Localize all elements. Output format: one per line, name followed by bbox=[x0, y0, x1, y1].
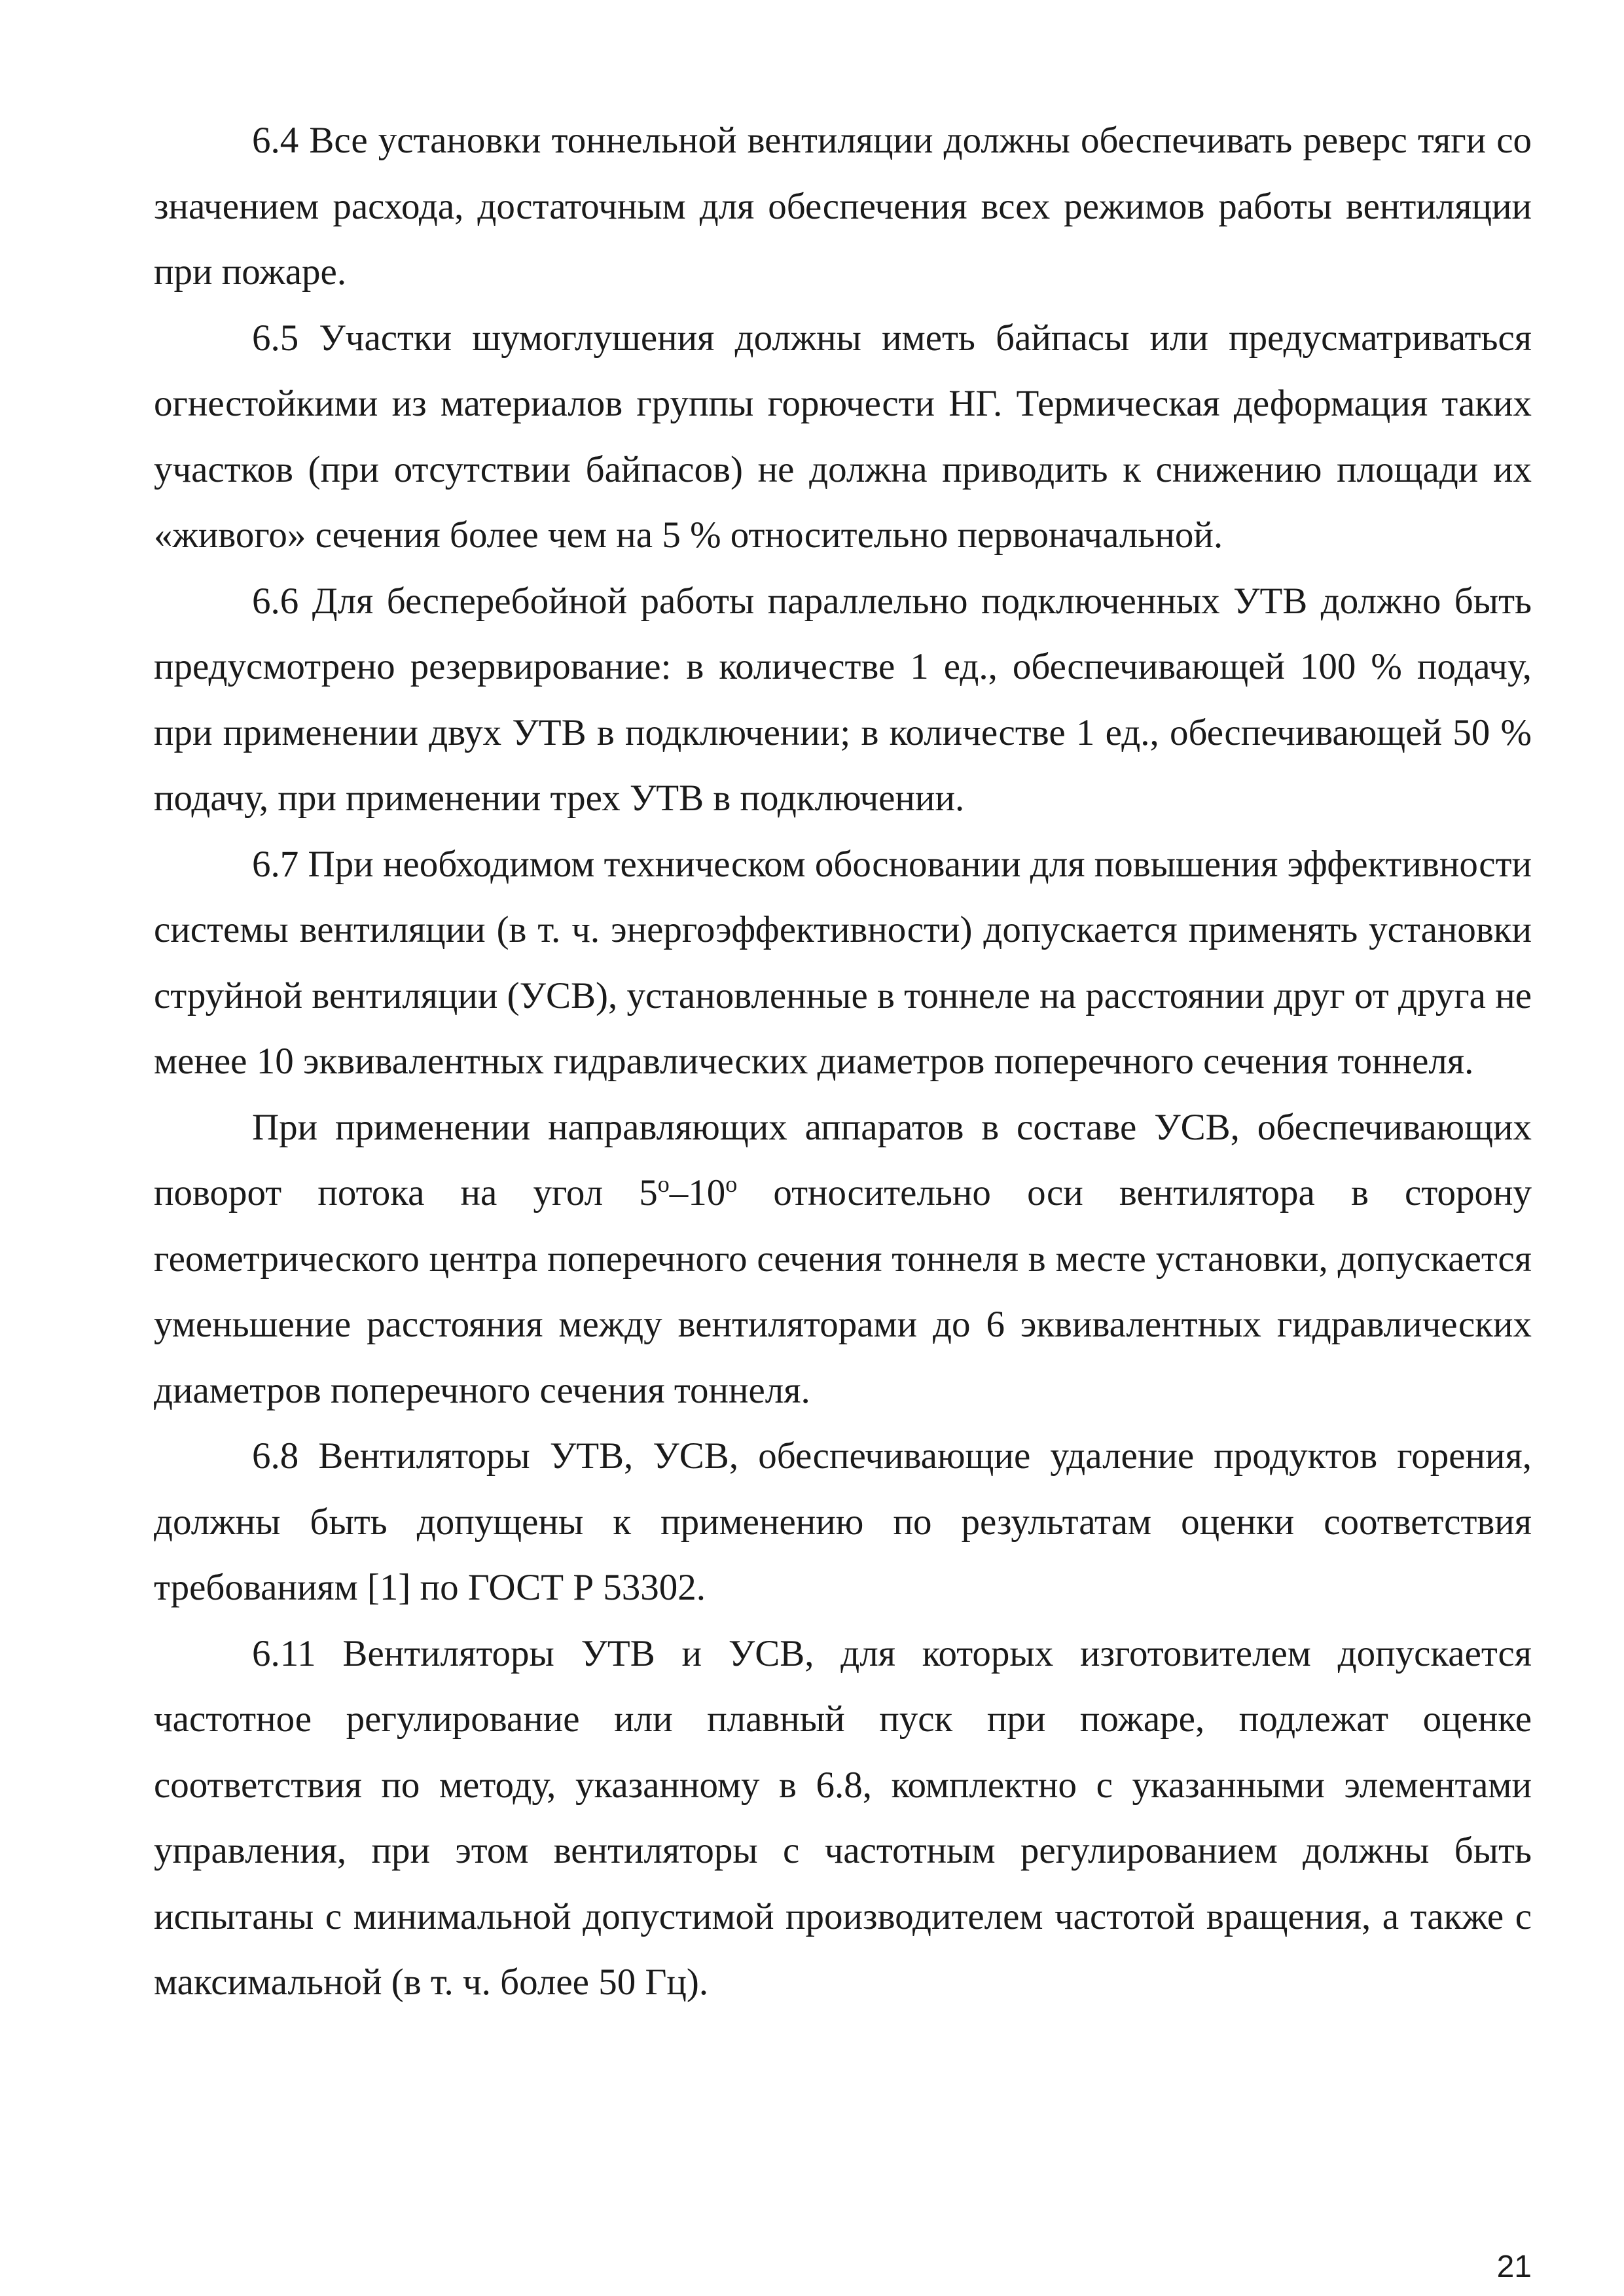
guide-vanes-text-start: При применении направляющих аппаратов в составе УСВ, обеспечивающих поворот потока на угол 5 bbox=[154, 1106, 1532, 1213]
degree-mark-2: о bbox=[725, 1171, 738, 1197]
paragraph-6-11: 6.11 Вентиляторы УТВ и УСВ, для которых изготовителем допускается частотное регулирование или плавный пуск при пожаре, подлежат оценке соответствия по методу, указанному в 6.8, комплектно с указанными элементами управления, при этом вентиляторы с частотным регулированием должны быть испытаны с минимальной допустимой производителем частотой вращения, а также с максимальной (в т. ч. более 50 Гц). bbox=[154, 1632, 1532, 2003]
degree-mark-1: о bbox=[657, 1171, 670, 1197]
page-number: 21 bbox=[1496, 2250, 1532, 2284]
paragraph-6-6: 6.6 Для бесперебойной работы параллельно подключенных УТВ должно быть предусмотрено резервирование: в количестве 1 ед., обеспечивающей 100 % подачу, при применении двух УТВ в подключении; в количестве 1 ед., обеспечивающей 50 % подачу, при применении трех УТВ в подключении. bbox=[154, 580, 1532, 819]
paragraph-6-5: 6.5 Участки шумоглушения должны иметь байпасы или предусматриваться огнестойкими из материалов группы горючести НГ. Термическая деформация таких участков (при отсутствии байпасов) не должна приводить к снижению площади их «живого» сечения более чем на 5 % относительно первоначальной. bbox=[154, 317, 1532, 556]
paragraph-6-8: 6.8 Вентиляторы УТВ, УСВ, обеспечивающие удаление продуктов горения, должны быть допущены к применению по результатам оценки соответствия требованиям [1] по ГОСТ Р 53302. bbox=[154, 1435, 1532, 1608]
body-text bbox=[154, 108, 1532, 2016]
guide-vanes-text-middle: –10 bbox=[669, 1172, 726, 1213]
paragraph-6-4: 6.4 Все установки тоннельной вентиляции должны обеспечивать реверс тяги со значением расхода, достаточным для обеспечения всех режимов работы вентиляции при пожаре. bbox=[154, 120, 1532, 293]
guide-vanes-text-end: относительно оси вентилятора в сторону геометрического центра поперечного сечения тоннеля в месте установки, допускается уменьшение расстояния между вентиляторами до 6 эквивалентных гидравлических диаметров поперечного сечения тоннеля. bbox=[154, 1172, 1532, 1411]
paragraph-6-7: 6.7 При необходимом техническом обосновании для повышения эффективности системы вентиляции (в т. ч. энергоэффективности) допускается применять установки струйной вентиляции (УСВ), установленные в тоннеле на расстоянии друг от друга не менее 10 эквивалентных гидравлических диаметров поперечного сечения тоннеля. bbox=[154, 843, 1532, 1082]
paragraph-guide-vanes bbox=[154, 1095, 1532, 1424]
